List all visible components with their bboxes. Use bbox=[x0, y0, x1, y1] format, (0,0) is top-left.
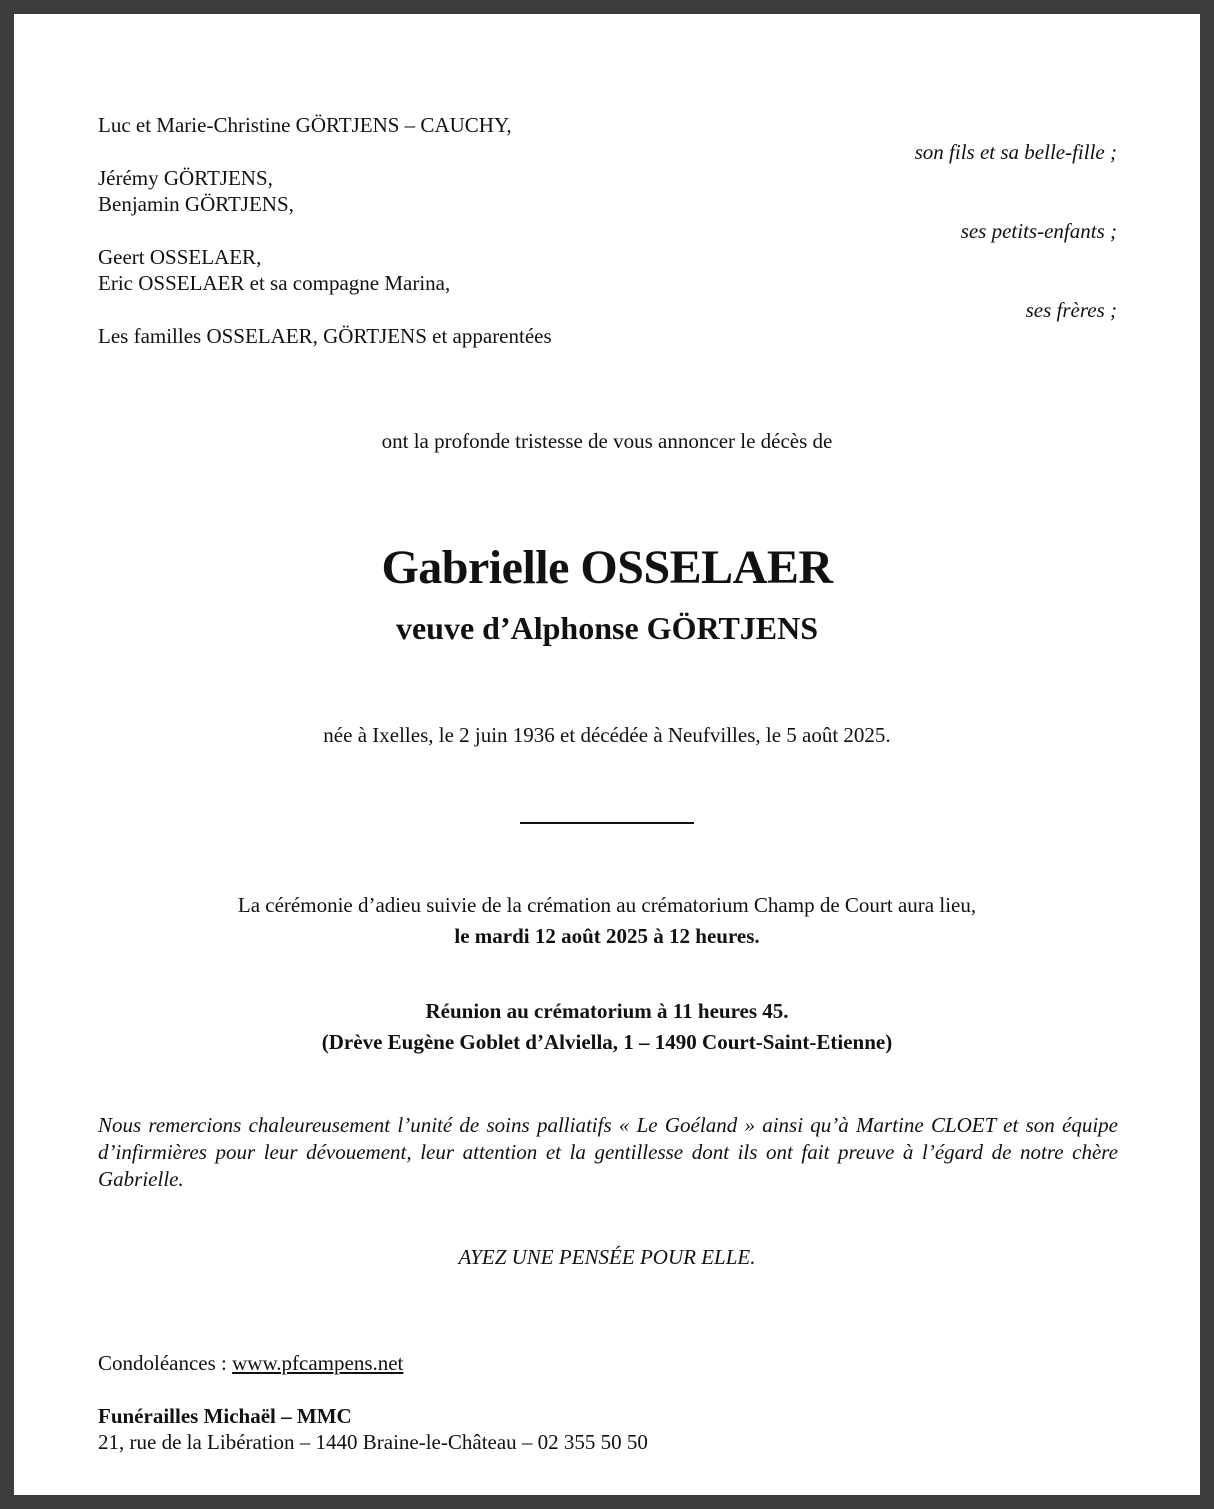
funeral-home-name: Funérailles Michaël – MMC bbox=[98, 1404, 352, 1428]
son-line: Luc et Marie-Christine GÖRTJENS – CAUCHY, bbox=[98, 113, 512, 137]
grandchild-1: Jérémy GÖRTJENS, bbox=[98, 166, 273, 190]
closing-line: AYEZ UNE PENSÉE POUR ELLE. bbox=[458, 1245, 756, 1269]
brothers-role: ses frères ; bbox=[1025, 298, 1117, 322]
crematorium-address: (Drève Eugène Goblet d’Alviella, 1 – 1490 Court-Saint-Etienne) bbox=[321, 1030, 893, 1054]
meeting-time: Réunion au crématorium à 11 heures 45. bbox=[425, 999, 789, 1023]
announcement: ont la profonde tristesse de vous annoncer le décès de bbox=[381, 429, 833, 453]
deceased-name: Gabrielle OSSELAER bbox=[381, 541, 833, 594]
funeral-home-address: 21, rue de la Libération – 1440 Braine-le-Château – 02 355 50 50 bbox=[98, 1430, 648, 1454]
ceremony-date: le mardi 12 août 2025 à 12 heures. bbox=[454, 924, 760, 948]
brother-2: Eric OSSELAER et sa compagne Marina, bbox=[98, 271, 451, 295]
obituary-page bbox=[14, 14, 1200, 1495]
son-role: son fils et sa belle-fille ; bbox=[914, 140, 1117, 164]
brother-1: Geert OSSELAER, bbox=[98, 245, 262, 269]
widow-of: veuve d’Alphonse GÖRTJENS bbox=[395, 610, 819, 646]
condolences-label: Condoléances : bbox=[98, 1351, 233, 1375]
ceremony-line-1: La cérémonie d’adieu suivie de la crémation au crématorium Champ de Court aura lieu, bbox=[237, 893, 977, 917]
condolences-line bbox=[98, 1350, 403, 1376]
grandchildren-role: ses petits-enfants ; bbox=[960, 219, 1117, 243]
separator-line bbox=[520, 822, 694, 824]
condolences-link[interactable]: www.pfcampens.net bbox=[232, 1351, 404, 1375]
birth-death-dates: née à Ixelles, le 2 juin 1936 et décédée à Neufvilles, le 5 août 2025. bbox=[323, 723, 891, 747]
thanks-paragraph: Nous remercions chaleureusement l’unité de soins palliatifs « Le Goéland » ainsi qu’à Martine CLOET et son équipe d’infirmières pour leur dévouement, leur attention et la gentillesse dont ils ont fait preuve à l’égard de notre chère Gabrielle. bbox=[98, 1113, 1118, 1191]
families-line: Les familles OSSELAER, GÖRTJENS et apparentées bbox=[98, 324, 552, 348]
grandchild-2: Benjamin GÖRTJENS, bbox=[98, 192, 294, 216]
